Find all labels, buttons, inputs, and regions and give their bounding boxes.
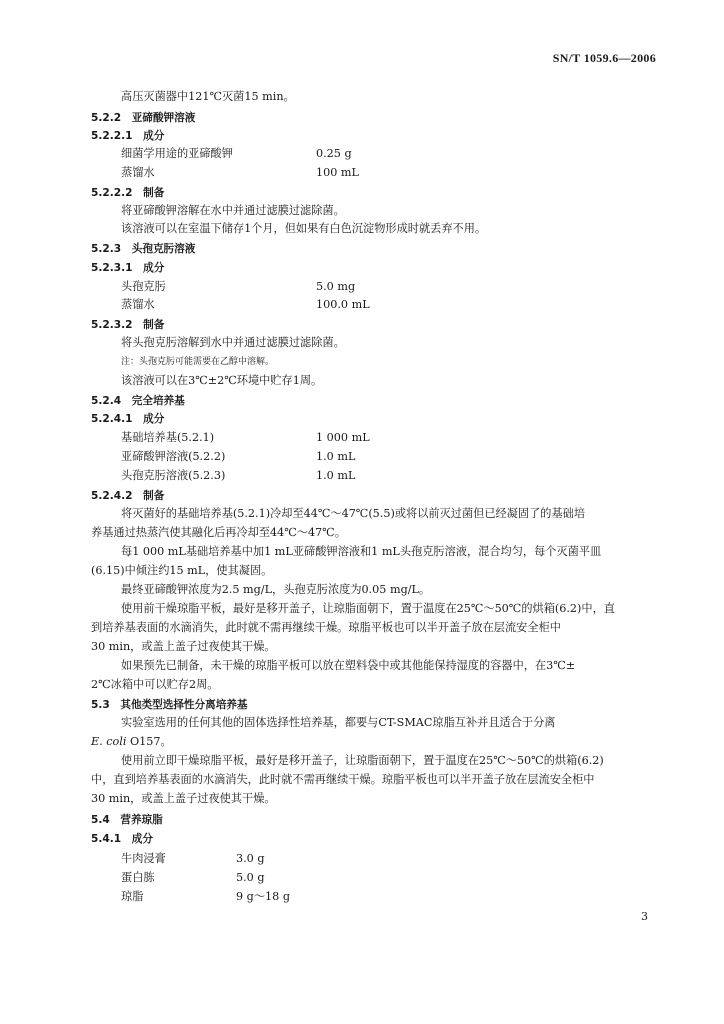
ingredient-amount: 5.0 mg: [316, 280, 356, 293]
body-text: 将亚碲酸钾溶解在水中并通过滤膜过滤除菌。: [121, 204, 345, 217]
body-text: 该溶液可以在3℃±2℃环境中贮存1周。: [121, 374, 323, 387]
section-heading: 5.2.2.2 制备: [91, 187, 165, 199]
section-heading: 5.4 营养琼脂: [91, 814, 163, 826]
section-heading: 5.2.3.2 制备: [91, 319, 165, 331]
body-text: 最终亚碲酸钾浓度为2.5 mg/L，头孢克肟浓度为0.05 mg/L。: [121, 583, 431, 596]
ingredient-name: 头孢克肟: [121, 280, 166, 293]
ingredient-name: 基础培养基(5.2.1): [121, 431, 215, 444]
ingredient-name: 牛肉浸膏: [121, 852, 166, 865]
body-text: [91, 735, 172, 749]
body-text: (6.15)中倾注约15 mL，使其凝固。: [91, 564, 273, 577]
body-text: 30 min，或盖上盖子过夜使其干燥。: [91, 640, 276, 653]
ingredient-amount: 9 g～18 g: [236, 890, 290, 903]
ingredient-name: 蛋白胨: [121, 871, 155, 884]
ingredient-name: 蒸馏水: [121, 166, 155, 179]
body-text: 30 min，或盖上盖子过夜使其干燥。: [91, 792, 276, 805]
ingredient-name: 亚碲酸钾溶液(5.2.2): [121, 450, 226, 463]
standard-number-header: SN/T 1059.6—2006: [552, 51, 656, 65]
section-heading: 5.2.2.1 成分: [91, 130, 165, 142]
body-text: 该溶液可以在室温下储存1个月，但如果有白色沉淀物形成时就丢弃不用。: [121, 222, 487, 235]
section-heading: 5.2.3.1 成分: [91, 262, 165, 274]
ingredient-name: 蒸馏水: [121, 298, 155, 311]
body-text: 高压灭菌器中121℃灭菌15 min。: [121, 90, 295, 103]
ingredient-amount: 5.0 g: [236, 871, 265, 884]
ingredient-amount: 1 000 mL: [316, 431, 370, 444]
ingredient-amount: 100.0 mL: [316, 298, 370, 311]
body-text: 将头孢克肟溶解到水中并通过滤膜过滤除菌。: [121, 336, 345, 349]
body-text: 养基通过热蒸汽使其融化后再冷却至44℃～47℃。: [91, 526, 346, 539]
ingredient-amount: 1.0 mL: [316, 469, 356, 482]
body-text: 如果预先已制备，未干燥的琼脂平板可以放在塑料袋中或其他能保持湿度的容器中，在3℃±: [121, 659, 576, 672]
section-heading: 5.2.4.1 成分: [91, 413, 165, 425]
body-text: 实验室选用的任何其他的固体选择性培养基，都要与CT-SMAC琼脂互补并且适合于分离: [121, 716, 556, 729]
body-text: 将灭菌好的基础培养基(5.2.1)冷却至44℃～47℃(5.5)或将以前灭过菌但已经凝固了的基础培: [121, 507, 586, 520]
ingredient-amount: 100 mL: [316, 166, 359, 179]
note-text: 注：头孢克肟可能需要在乙醇中溶解。: [121, 357, 275, 367]
section-heading: 5.4.1 成分: [91, 833, 153, 845]
body-text: 2℃冰箱中可以贮存2周。: [91, 678, 219, 691]
ingredient-name: 琼脂: [121, 890, 144, 903]
organism-name: E. coli: [91, 735, 127, 748]
body-text: 使用前干燥琼脂平板，最好是移开盖子，让琼脂面朝下，置于温度在25℃～50℃的烘箱(6.2)中，直: [121, 602, 615, 615]
section-heading: 5.2.2 亚碲酸钾溶液: [91, 112, 196, 124]
page-number: 3: [641, 910, 648, 923]
body-text: 使用前立即干燥琼脂平板，最好是移开盖子，让琼脂面朝下，置于温度在25℃～50℃的烘箱(6.2): [121, 754, 604, 767]
section-heading: 5.3 其他类型选择性分离培养基: [91, 699, 248, 711]
section-heading: 5.2.3 头孢克肟溶液: [91, 243, 196, 255]
ingredient-name: 细菌学用途的亚碲酸钾: [121, 147, 233, 160]
ingredient-amount: 1.0 mL: [316, 450, 356, 463]
section-heading: 5.2.4.2 制备: [91, 490, 165, 502]
body-text: 每1 000 mL基础培养基中加1 mL亚碲酸钾溶液和1 mL头孢克肟溶液，混合均匀，每个灭菌平皿: [121, 545, 602, 558]
body-text: 中，直到培养基表面的水滴消失，此时就不需再继续干燥。琼脂平板也可以半开盖子放在层流安全柜中: [91, 773, 595, 786]
section-heading: 5.2.4 完全培养基: [91, 395, 185, 407]
organism-serotype: O157。: [130, 735, 172, 748]
ingredient-amount: 3.0 g: [236, 852, 265, 865]
body-text: 到培养基表面的水滴消失，此时就不需再继续干燥。琼脂平板也可以半开盖子放在层流安全柜中: [91, 621, 561, 634]
ingredient-amount: 0.25 g: [316, 147, 352, 160]
ingredient-name: 头孢克肟溶液(5.2.3): [121, 469, 226, 482]
